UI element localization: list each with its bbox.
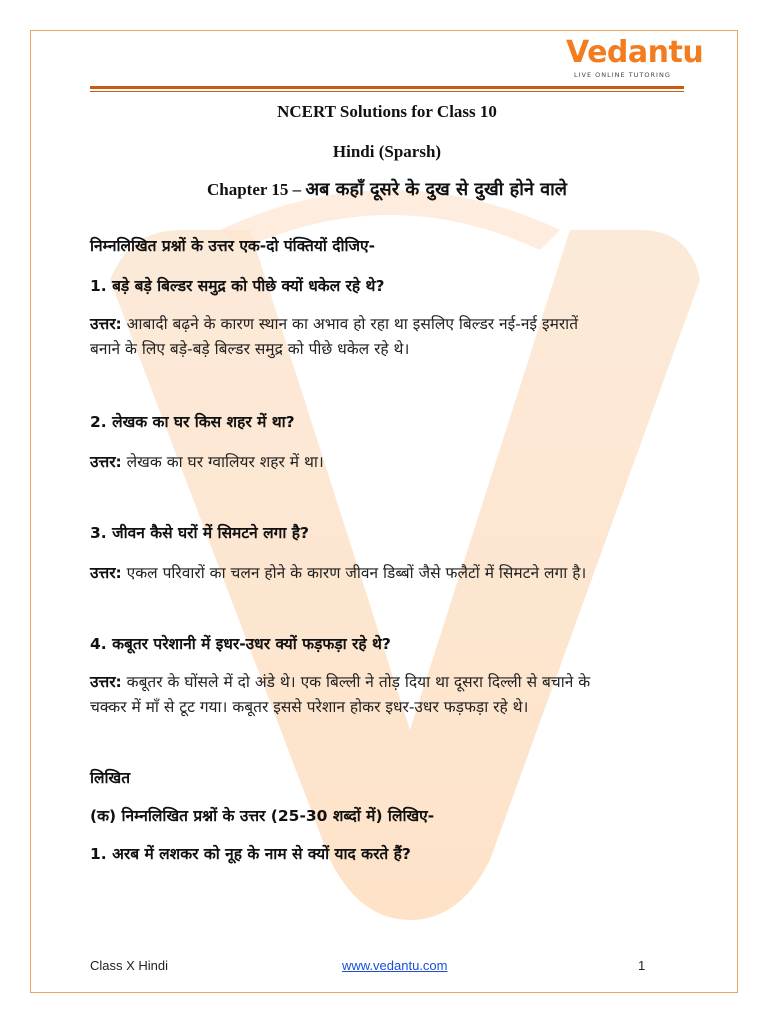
answer-3 [90, 561, 684, 586]
question-written-1: 1. अरब में लशकर को नूह के नाम से क्यों याद करते हैं? [90, 845, 411, 863]
answer-text: आबादी बढ़ने के कारण स्थान का अभाव हो रहा था इसलिए बिल्डर नई-नई इमरातें [121, 315, 579, 333]
section-heading-written: लिखित [90, 769, 131, 787]
answer-text: एकल परिवारों का चलन होने के कारण जीवन डिब्बों जैसे फलैटों में सिमटने लगा है। [121, 564, 587, 582]
answer-label: उत्तर: [90, 673, 122, 691]
answer-label: उत्तर: [90, 315, 122, 333]
subsection-heading: (क) निम्नलिखित प्रश्नों के उत्तर (25-30 शब्दों में) लिखिए- [90, 807, 435, 825]
footer-website-link[interactable]: www.vedantu.com [342, 958, 448, 973]
logo-wordmark: Vedantu [566, 35, 704, 70]
chapter-name: अब कहाँ दूसरे के दुख से दुखी होने वाले [305, 179, 567, 200]
logo-tagline: LIVE ONLINE TUTORING [574, 71, 671, 79]
answer-4 [90, 670, 684, 720]
chapter-prefix: Chapter 15 – [207, 180, 306, 199]
answer-text: लेखक का घर ग्वालियर शहर में था। [121, 453, 324, 471]
answer-2 [90, 450, 684, 475]
footer-class-label: Class X Hindi [90, 958, 169, 973]
header-rule-thick [90, 86, 684, 89]
header-rule-thin [90, 91, 684, 92]
doc-title: NCERT Solutions for Class 10 [277, 102, 497, 121]
document-body [90, 96, 684, 866]
answer-label: उत्तर: [90, 453, 122, 471]
chapter-title [90, 176, 684, 204]
question-3: 3. जीवन कैसे घरों में सिमटने लगा है? [90, 524, 309, 542]
answer-label: उत्तर: [90, 564, 122, 582]
question-2: 2. लेखक का घर किस शहर में था? [90, 413, 295, 431]
answer-1 [90, 312, 684, 362]
answer-text: कबूतर के घोंसले में दो अंडे थे। एक बिल्ली ने तोड़ दिया था दूसरा दिल्ली से बचाने के [121, 673, 591, 691]
section-heading: निम्नलिखित प्रश्नों के उत्तर एक-दो पंक्तियों दीजिए- [90, 237, 375, 255]
answer-text-cont: चक्कर में माँ से टूट गया। कबूतर इससे परेशान होकर इधर-उधर फड़फड़ा रहे थे। [90, 698, 529, 716]
vedantu-logo [566, 35, 704, 86]
question-1: 1. बड़े बड़े बिल्डर समुद्र को पीछे क्यों धकेल रहे थे? [90, 277, 385, 295]
question-4: 4. कबूतर परेशानी में इधर-उधर क्यों फड़फड़ा रहे थे? [90, 635, 391, 653]
doc-subject: Hindi (Sparsh) [332, 142, 442, 161]
answer-text-cont: बनाने के लिए बड़े-बड़े बिल्डर समुद्र को पीछे धकेल रहे थे। [90, 340, 410, 358]
page-number: 1 [638, 958, 646, 973]
